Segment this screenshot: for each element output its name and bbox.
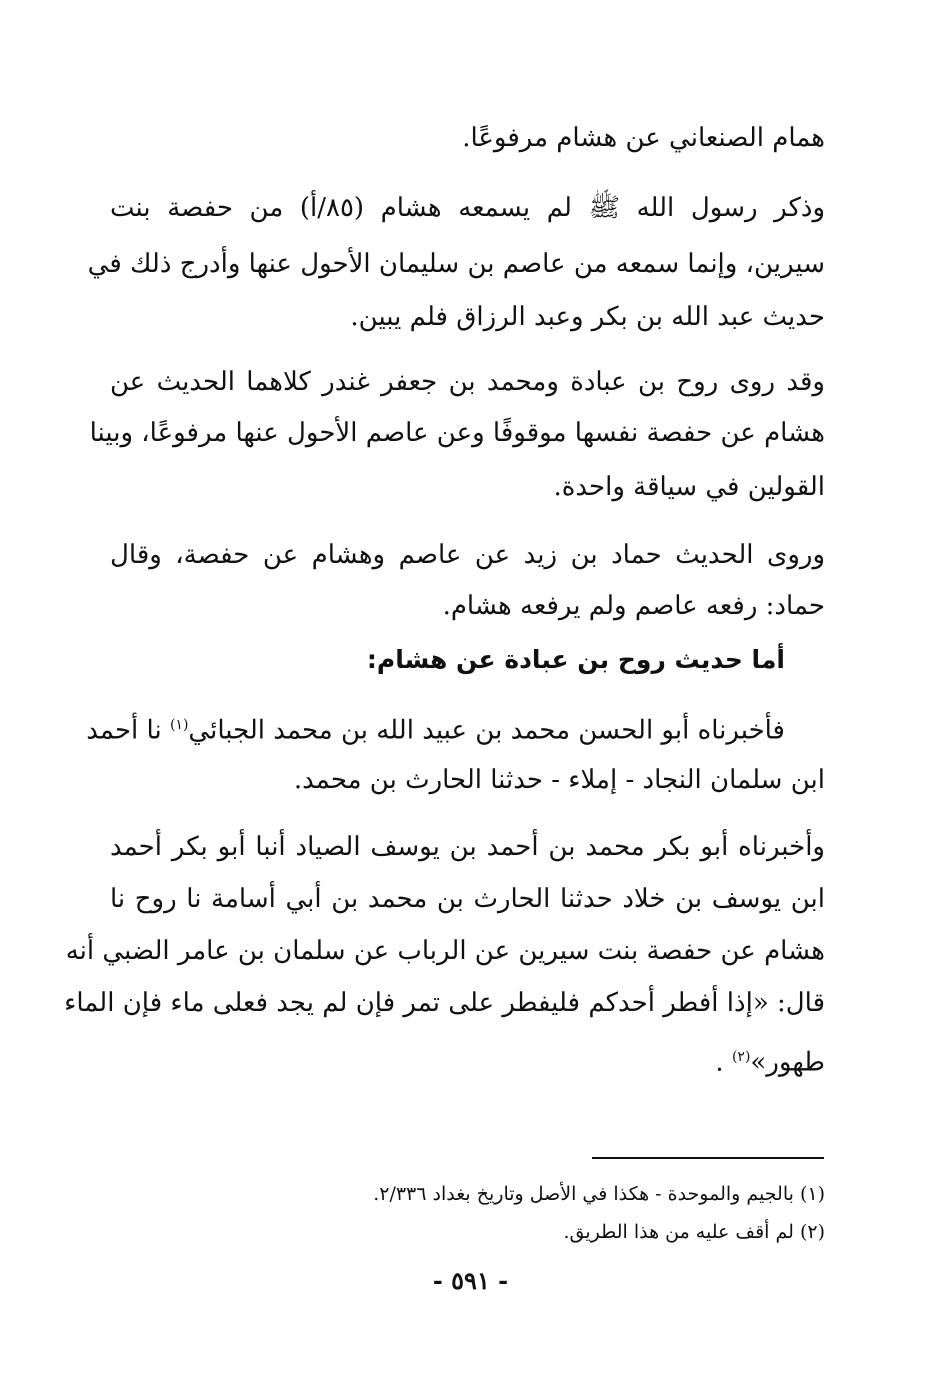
text-line: هشام عن حفصة نفسها موقوفًا وعن عاصم الأحول عنها مرفوعًا، وبينا xyxy=(89,418,825,448)
page-number: - ٥٩١ - xyxy=(432,1266,509,1295)
text-line: وأخبرناه أبو بكر محمد بن أحمد بن يوسف الصياد أنبا أبو بكر أحمد xyxy=(110,832,825,862)
footnote-1: (١) بالجيم والموحدة - هكذا في الأصل وتاريخ بغداد ٢/٣٣٦. xyxy=(373,1183,825,1205)
text-line: ابن يوسف بن خلاد حدثنا الحارث بن محمد بن أبي أسامة نا روح نا xyxy=(110,884,825,914)
text-line xyxy=(715,1037,825,1083)
text-line xyxy=(86,705,785,751)
text-line: وقد روى روح بن عبادة ومحمد بن جعفر غندر كلاهما الحديث عن xyxy=(110,367,825,397)
text-line: القولين في سياقة واحدة. xyxy=(553,472,825,502)
text-line-tail: . xyxy=(715,1047,732,1078)
footnote-2: (٢) لم أقف عليه من هذا الطريق. xyxy=(563,1221,825,1243)
text-line: قال: «إذا أفطر أحدكم فليفطر على تمر فإن لم يجد فعلى ماء فإن الماء xyxy=(64,988,825,1018)
footnote-ref: (٢) xyxy=(731,1049,751,1065)
text-line: حماد: رفعه عاصم ولم يرفعه هشام. xyxy=(442,591,825,621)
text-line-main: طهور» xyxy=(750,1047,825,1078)
text-line-main: فأخبرناه أبو الحسن محمد بن عبيد الله بن محمد الجبائي xyxy=(188,715,785,746)
text-line: وروى الحديث حماد بن زيد عن عاصم وهشام عن حفصة، وقال xyxy=(110,540,825,570)
footnote-ref: (١) xyxy=(169,717,189,733)
text-line: حديث عبد الله بن بكر وعبد الرزاق فلم يبين. xyxy=(350,302,825,332)
text-line: هشام عن حفصة بنت سيرين عن الرباب عن سلمان بن عامر الضبي أنه xyxy=(65,936,825,966)
footnote-divider xyxy=(592,1157,824,1159)
section-heading: أما حديث روح بن عبادة عن هشام: xyxy=(366,645,785,674)
text-line-tail: نا أحمد xyxy=(86,715,170,746)
text-line: سيرين، وإنما سمعه من عاصم بن سليمان الأحول عنها وأدرج ذلك في xyxy=(87,249,825,279)
text-line: ابن سلمان النجاد - إملاء - حدثنا الحارث بن محمد. xyxy=(293,765,825,795)
text-line: همام الصنعاني عن هشام مرفوعًا. xyxy=(462,123,825,153)
text-line: وذكر رسول الله ﷺ لم يسمعه هشام (٨٥/أ) من حفصة بنت xyxy=(110,193,825,223)
